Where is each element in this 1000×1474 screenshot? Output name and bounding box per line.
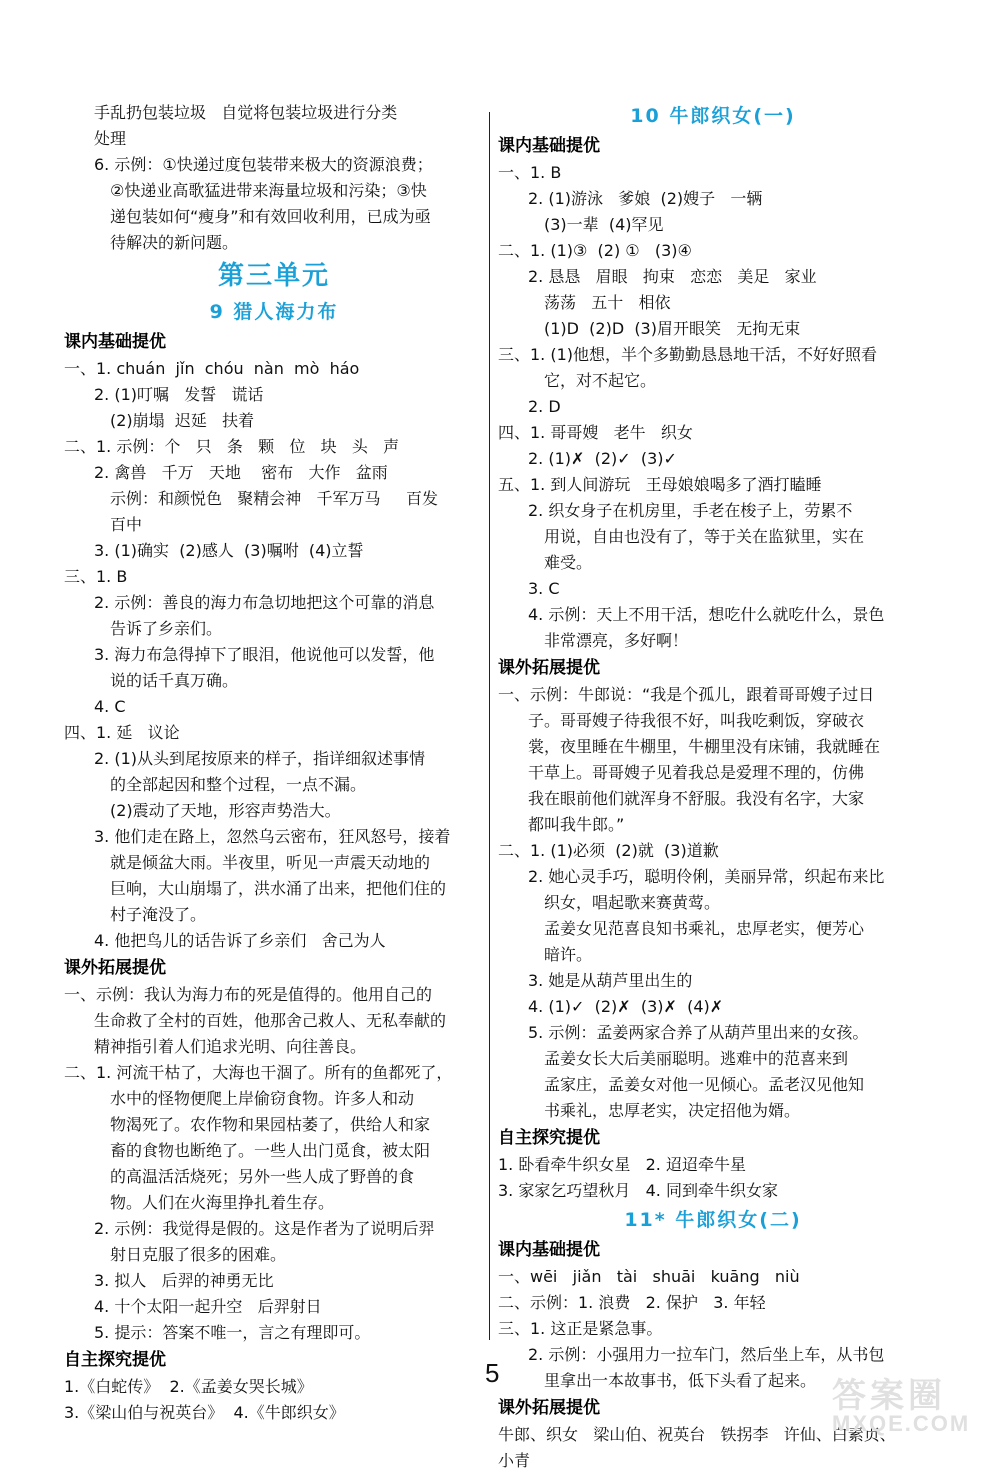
- answer-line: 3. (1)确实 (2)感人 (3)嘱咐 (4)立誓: [94, 541, 364, 560]
- answer-line: 二、1. (1)③ (2) ① (3)④: [498, 241, 692, 260]
- answer-line: ②快递业高歌猛进带来海量垃圾和污染；③快: [110, 181, 427, 200]
- answer-line: 处理: [94, 129, 127, 148]
- answer-line: 3. 拟人 后羿的神勇无比: [94, 1271, 274, 1290]
- answer-line: 1. 卧看牵牛织女星 2. 迢迢牵牛星: [498, 1155, 746, 1174]
- answer-line: 2. 示例：小强用力一拉车门，然后坐上车，从书包: [528, 1345, 885, 1364]
- answer-line: 子。哥哥嫂子待我很不好，叫我吃剩饭，穿破衣: [528, 711, 865, 730]
- answer-line: 2. 织女身子在机房里，手老在梭子上，劳累不: [528, 501, 853, 520]
- answer-line: 孟姜女见范喜良知书乘礼，忠厚老实，便芳心: [544, 919, 865, 938]
- answer-line: 孟家庄，孟姜女对他一见倾心。孟老汉见他知: [544, 1075, 865, 1094]
- answer-line: 小青: [498, 1451, 531, 1470]
- section-heading: 课外拓展提优: [498, 1398, 600, 1418]
- answer-line: (3)一辈 (4)罕见: [544, 215, 664, 234]
- answer-line: 村子淹没了。: [110, 905, 207, 924]
- answer-line: 4. C: [94, 697, 126, 716]
- answer-line: 一、示例：牛郎说：“我是个孤儿，跟着哥哥嫂子过日: [498, 685, 875, 704]
- answer-line: 2. 禽兽 千万 天地 密布 大作 盆雨: [94, 463, 388, 482]
- answer-line: 5. 提示：答案不唯一，言之有理即可。: [94, 1323, 371, 1342]
- answer-line: 示例：和颜悦色 聚精会神 千军万马 百发: [110, 489, 438, 508]
- answer-line: 2. (1)叮嘱 发誓 谎话: [94, 385, 264, 404]
- lesson-title: 11* 牛郎织女(二): [624, 1209, 802, 1231]
- unit-title: 第三单元: [217, 261, 330, 291]
- answer-line: 一、1. B: [498, 163, 562, 182]
- answer-line: 待解决的新问题。: [110, 233, 239, 252]
- answer-line: 非常漂亮，多好啊！: [544, 631, 689, 650]
- answer-line: 2. (1)游泳 爹娘 (2)嫂子 一辆: [528, 189, 763, 208]
- answer-line: 就是倾盆大雨。半夜里，听见一声震天动地的: [110, 853, 431, 872]
- answer-line: (2)震动了天地，形容声势浩大。: [110, 801, 341, 820]
- section-heading: 课外拓展提优: [64, 958, 166, 978]
- answer-line: 2. 恳恳 眉眼 拘束 恋恋 美足 家业: [528, 267, 817, 286]
- watermark-logo: 答案圈 MXQE.COM: [832, 1376, 971, 1436]
- section-heading: 课内基础提优: [64, 332, 166, 352]
- answer-line: 2. 示例：我觉得是假的。这是作者为了说明后羿: [94, 1219, 435, 1238]
- answer-line: 物。人们在火海里挣扎着生存。: [110, 1193, 335, 1212]
- left-column: [64, 100, 484, 1426]
- answer-line: 射日克服了很多的困难。: [110, 1245, 287, 1264]
- answer-line: 6. 示例：①快递过度包装带来极大的资源浪费；: [94, 155, 433, 174]
- answer-line: 二、1. 示例：个 只 条 颗 位 块 头 声: [64, 437, 400, 456]
- answer-line: 3. 他们走在路上，忽然乌云密布，狂风怒号，接着: [94, 827, 451, 846]
- answer-line: 它，对不起它。: [544, 371, 657, 390]
- answer-line: 4. 示例：天上不用干活，想吃什么就吃什么，景色: [528, 605, 885, 624]
- answer-line: 牛郎、织女 梁山伯、祝英台 铁拐李 许仙、白素贞、: [498, 1425, 896, 1444]
- answer-line: 告诉了乡亲们。: [110, 619, 223, 638]
- answer-line: 书乘礼，忠厚老实，决定招他为婿。: [544, 1101, 801, 1120]
- answer-line: 3. C: [528, 579, 560, 598]
- answer-line: 四、1. 延 议论: [64, 723, 180, 742]
- answer-line: 3. 她是从葫芦里出生的: [528, 971, 693, 990]
- answer-line: 手乱扔包装垃圾 自觉将包装垃圾进行分类: [94, 103, 398, 122]
- answer-line: 水中的怪物便爬上岸偷窃食物。许多人和动: [110, 1089, 415, 1108]
- answer-line: 精神指引着人们追求光明、向往善良。: [94, 1037, 367, 1056]
- section-heading: 课内基础提优: [498, 136, 600, 156]
- answer-line: 3.《梁山伯与祝英台》 4.《牛郎织女》: [64, 1403, 345, 1422]
- answer-line: 都叫我牛郎。”: [528, 815, 625, 834]
- answer-line: 1.《白蛇传》 2.《孟姜女哭长城》: [64, 1377, 313, 1396]
- answer-line: (2)崩塌 迟延 扶着: [110, 411, 255, 430]
- answer-line: 的全部起因和整个过程，一点不漏。: [110, 775, 367, 794]
- answer-line: 暗许。: [544, 945, 593, 964]
- answer-line: 4. (1)✓ (2)✗ (3)✗ (4)✗: [528, 997, 724, 1016]
- answer-line: 一、wēi jiǎn tài shuāi kuāng niù: [498, 1267, 800, 1286]
- answer-line: 难受。: [544, 553, 593, 572]
- page-number: 5: [485, 1358, 500, 1388]
- lesson-title: 9 猎人海力布: [209, 301, 339, 323]
- answer-line: 的高温活活烧死；另外一些人成了野兽的食: [110, 1167, 415, 1186]
- lesson-title: 10 牛郎织女(一): [630, 105, 796, 127]
- answer-line: 用说，自由也没有了，等于关在监狱里，实在: [544, 527, 865, 546]
- answer-line: 物渴死了。农作物和果园枯萎了，供给人和家: [110, 1115, 431, 1134]
- answer-line: 织女，唱起歌来赛黄莺。: [544, 893, 721, 912]
- answer-line: 一、1. chuán jǐn chóu nàn mò háo: [64, 359, 360, 378]
- answer-line: 三、1. B: [64, 567, 128, 586]
- column-divider: [489, 112, 490, 1340]
- answer-line: 4. 他把鸟儿的话告诉了乡亲们 舍己为人: [94, 931, 386, 950]
- answer-line: 3. 海力布急得掉下了眼泪，他说他可以发誓，他: [94, 645, 435, 664]
- answer-line: 百中: [110, 515, 143, 534]
- answer-line: 2. (1)从头到尾按原来的样子，指详细叙述事情: [94, 749, 426, 768]
- answer-line: (1)D (2)D (3)眉开眼笑 无拘无束: [544, 319, 801, 338]
- answer-line: 五、1. 到人间游玩 王母娘娘喝多了酒打瞌睡: [498, 475, 822, 494]
- answer-line: 二、1. 河流干枯了，大海也干涸了。所有的鱼都死了，: [64, 1063, 453, 1082]
- answer-line: 2. 她心灵手巧，聪明伶俐，美丽异常，织起布来比: [528, 867, 885, 886]
- answer-line: 一、示例：我认为海力布的死是值得的。他用自己的: [64, 985, 433, 1004]
- answer-line: 二、示例：1. 浪费 2. 保护 3. 年轻: [498, 1293, 766, 1312]
- answer-line: 2. D: [528, 397, 561, 416]
- answer-line: 三、1. 这正是紧急事。: [498, 1319, 663, 1338]
- answer-line: 5. 示例：孟姜两家合养了从葫芦里出来的女孩。: [528, 1023, 869, 1042]
- answer-line: 三、1. (1)他想，半个多勤勤恳恳地干活，不好好照看: [498, 345, 878, 364]
- answer-line: 我在眼前他们就浑身不舒服。我没有名字，大家: [528, 789, 865, 808]
- answer-line: 巨响，大山崩塌了，洪水涌了出来，把他们住的: [110, 879, 447, 898]
- section-heading: 自主探究提优: [498, 1128, 600, 1148]
- answer-line: 生命救了全村的百姓，他那舍己救人、无私奉献的: [94, 1011, 447, 1030]
- answer-line: 二、1. (1)必须 (2)就 (3)道歉: [498, 841, 719, 860]
- section-heading: 自主探究提优: [64, 1350, 166, 1370]
- answer-line: 裳，夜里睡在牛棚里，牛棚里没有床铺，我就睡在: [528, 737, 881, 756]
- right-column: [498, 100, 928, 1474]
- answer-line: 四、1. 哥哥嫂 老牛 织女: [498, 423, 693, 442]
- answer-line: 里拿出一本故事书，低下头看了起来。: [544, 1371, 817, 1390]
- answer-line: 2. (1)✗ (2)✓ (3)✓: [528, 449, 677, 468]
- section-heading: 课外拓展提优: [498, 658, 600, 678]
- answer-line: 2. 示例：善良的海力布急切地把这个可靠的消息: [94, 593, 435, 612]
- answer-line: 3. 家家乞巧望秋月 4. 同到牵牛织女家: [498, 1181, 778, 1200]
- answer-line: 干草上。哥哥嫂子见着我总是爱理不理的，仿佛: [528, 763, 865, 782]
- answer-line: 孟姜女长大后美丽聪明。逃难中的范喜来到: [544, 1049, 849, 1068]
- answer-line: 畜的食物也断绝了。一些人出门觅食，被太阳: [110, 1141, 431, 1160]
- answer-line: 荡荡 五十 相依: [544, 293, 671, 312]
- section-heading: 课内基础提优: [498, 1240, 600, 1260]
- answer-line: 递包装如何“瘦身”和有效回收利用，已成为亟: [110, 207, 431, 226]
- answer-line: 说的话千真万确。: [110, 671, 239, 690]
- answer-line: 4. 十个太阳一起升空 后羿射日: [94, 1297, 322, 1316]
